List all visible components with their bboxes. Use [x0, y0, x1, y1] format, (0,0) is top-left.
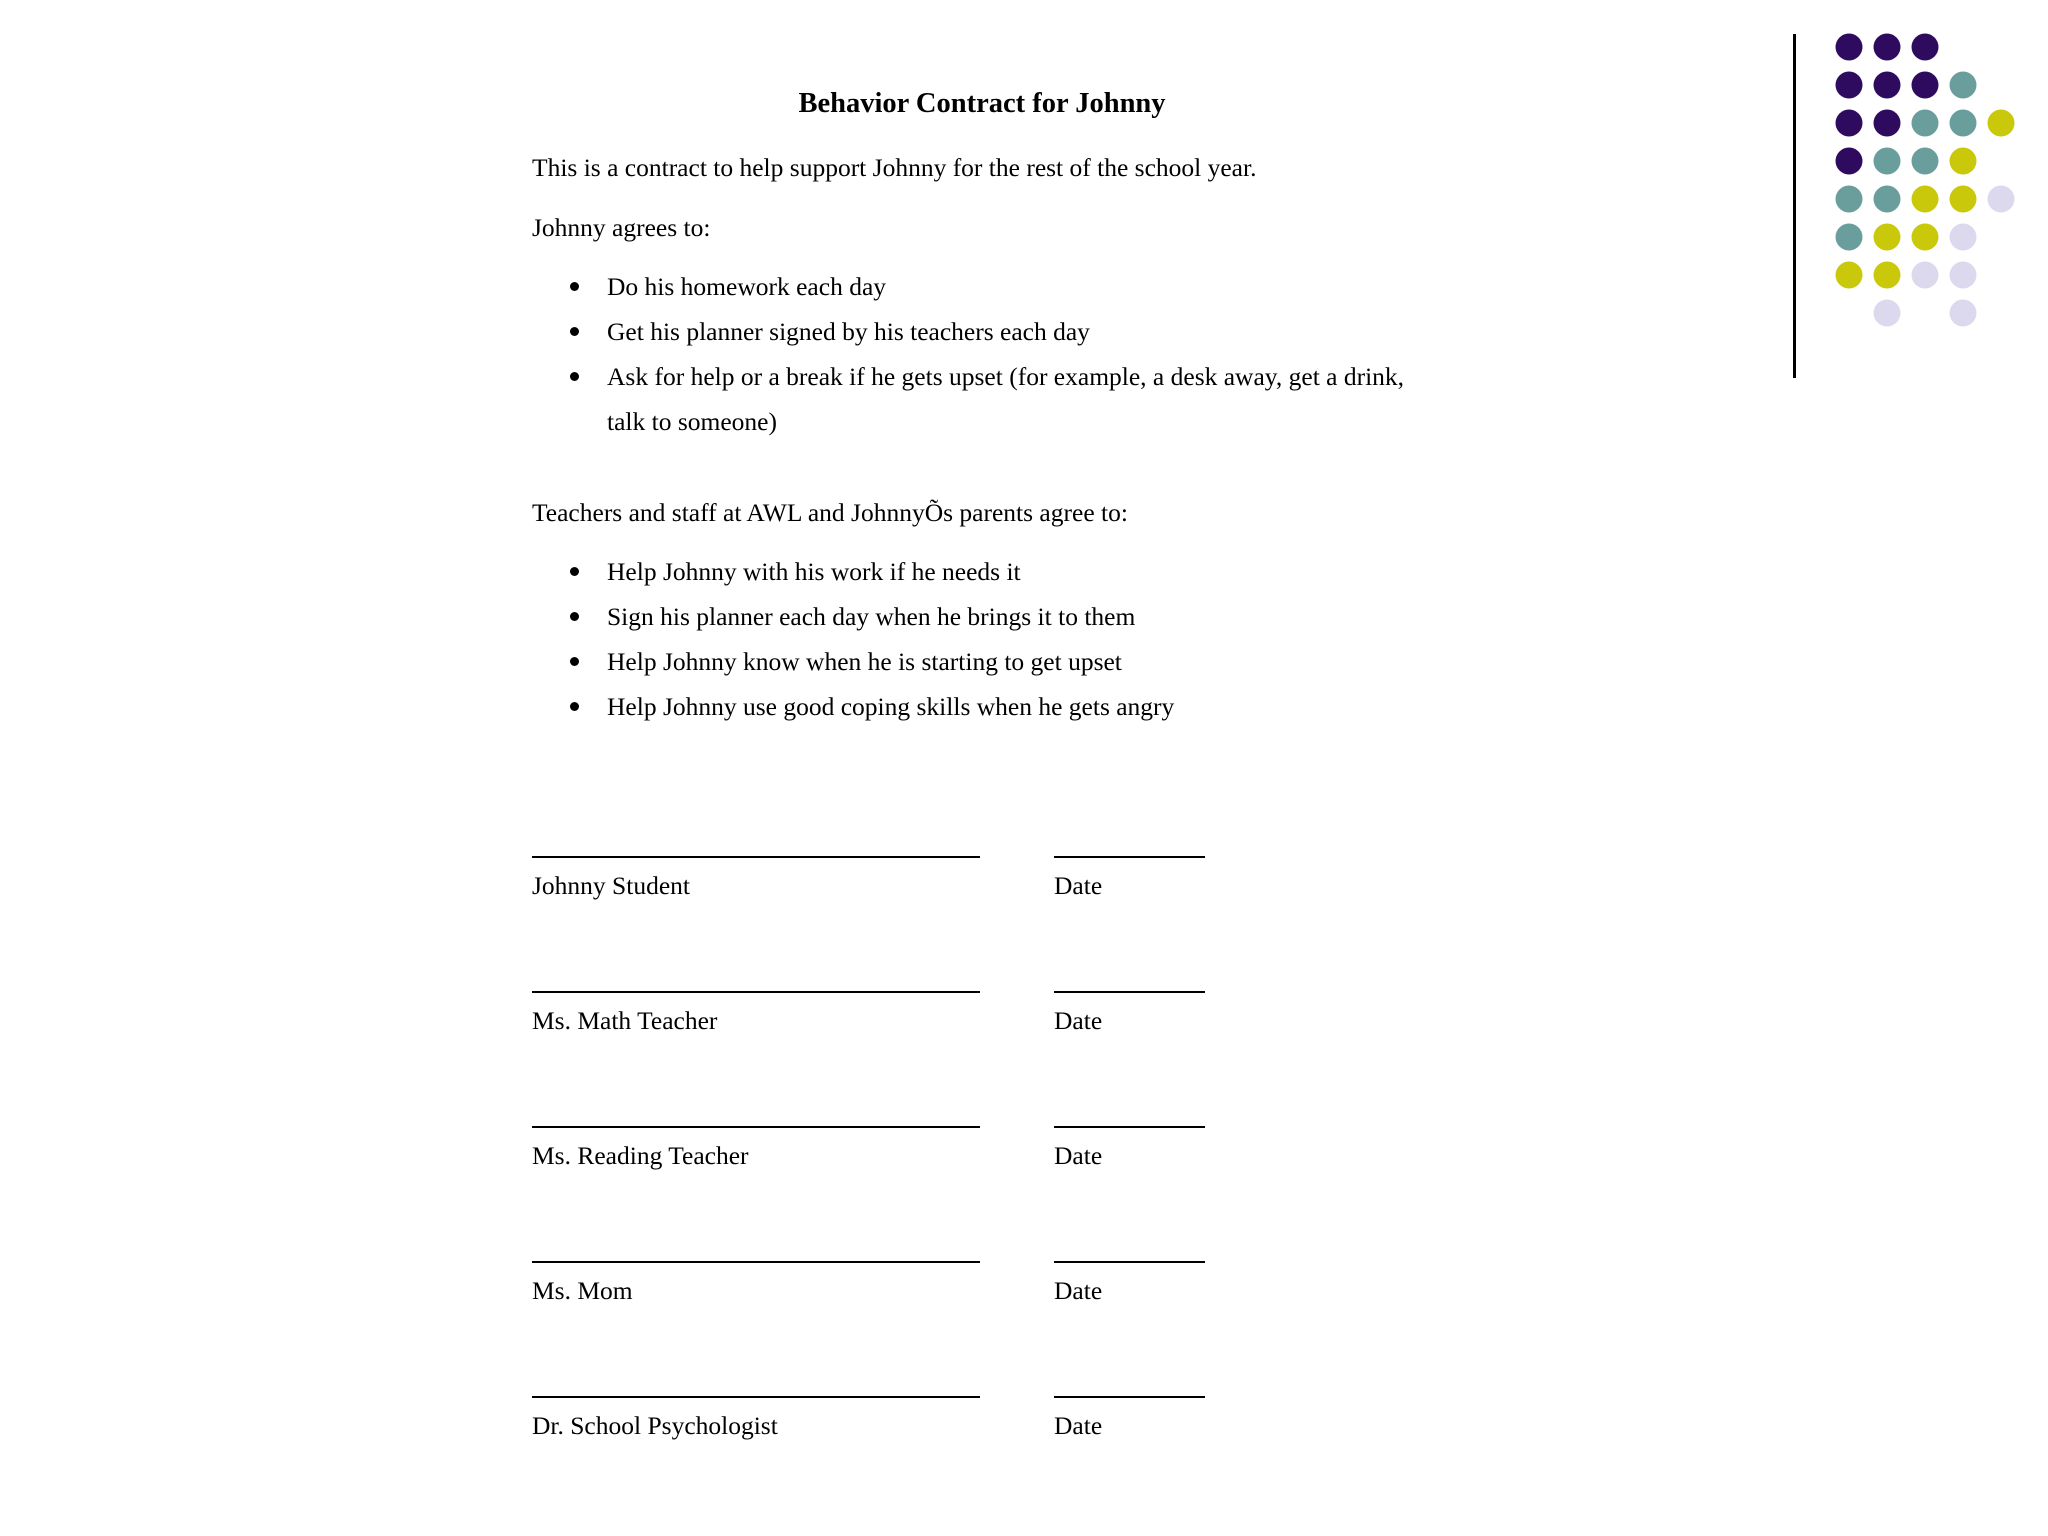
date-line[interactable] [1054, 1396, 1205, 1398]
date-label: Date [1054, 871, 1103, 900]
signer-name: Ms. Mom [532, 1276, 633, 1305]
list-item-text: Ask for help or a break if he gets upset (for example, a desk away, get a drink, [607, 362, 1405, 391]
decorative-dot [1912, 224, 1939, 251]
decorative-dot [1836, 262, 1863, 289]
date-label: Date [1054, 1141, 1103, 1170]
bullet-icon [570, 327, 579, 336]
decorative-dot [1836, 148, 1863, 175]
contract-intro: This is a contract to help support Johnny for the rest of the school year. [532, 153, 1257, 182]
date-line[interactable] [1054, 991, 1205, 993]
list-item [532, 594, 1467, 639]
decorative-dot [1874, 300, 1901, 327]
signature-block [532, 1396, 1432, 1466]
signature-block [532, 991, 1432, 1061]
bullet-icon [570, 702, 579, 711]
bullet-icon [570, 657, 579, 666]
decorative-dot [1836, 110, 1863, 137]
contract-title: Behavior Contract for Johnny [798, 88, 1166, 119]
decorative-dot [1988, 110, 2015, 137]
decorative-dot [1950, 262, 1977, 289]
date-line[interactable] [1054, 856, 1205, 858]
date-line[interactable] [1054, 1126, 1205, 1128]
bullet-icon [570, 282, 579, 291]
date-line[interactable] [1054, 1261, 1205, 1263]
student-agreement-heading: Johnny agrees to: [532, 213, 711, 242]
list-item [532, 264, 1467, 309]
decorative-dot [1950, 300, 1977, 327]
decorative-dot [1874, 186, 1901, 213]
list-item-text-continued: talk to someone) [607, 407, 777, 436]
decorative-dot [1874, 224, 1901, 251]
list-item-text: Sign his planner each day when he brings it to them [607, 602, 1136, 631]
signature-line[interactable] [532, 1126, 980, 1128]
decorative-dot [1950, 148, 1977, 175]
decorative-dot [1950, 224, 1977, 251]
decorative-dot [1874, 34, 1901, 61]
decorative-dot [1950, 110, 1977, 137]
signer-name: Johnny Student [532, 871, 690, 900]
decorative-dot [1836, 72, 1863, 99]
decorative-dot [1874, 72, 1901, 99]
list-item-text: Help Johnny use good coping skills when he gets angry [607, 692, 1175, 721]
signer-name: Dr. School Psychologist [532, 1411, 778, 1440]
signature-block [532, 856, 1432, 926]
decorative-dot [1912, 148, 1939, 175]
list-item-text: Help Johnny with his work if he needs it [607, 557, 1021, 586]
decorative-dot [1912, 34, 1939, 61]
signature-line[interactable] [532, 856, 980, 858]
signature-line[interactable] [532, 991, 980, 993]
list-item [532, 354, 1467, 444]
list-item [532, 549, 1467, 594]
signature-block [532, 1261, 1432, 1331]
decorative-dot [1912, 262, 1939, 289]
list-item [532, 639, 1467, 684]
bullet-icon [570, 612, 579, 621]
date-label: Date [1054, 1276, 1103, 1305]
signature-line[interactable] [532, 1396, 980, 1398]
decorative-dot [1912, 72, 1939, 99]
signature-block [532, 1126, 1432, 1196]
list-item [532, 309, 1467, 354]
list-item [532, 684, 1467, 729]
decorative-dot [1836, 34, 1863, 61]
signature-line[interactable] [532, 1261, 980, 1263]
decorative-dot [1874, 148, 1901, 175]
staff-agreement-heading: Teachers and staff at AWL and JohnnyÕs parents agree to: [532, 498, 1128, 527]
list-item-text: Get his planner signed by his teachers each day [607, 317, 1090, 346]
decorative-dot [1950, 72, 1977, 99]
decorative-dot [1912, 186, 1939, 213]
decorative-dot [1874, 262, 1901, 289]
decorative-dot [1836, 186, 1863, 213]
staff-agreement-list [532, 549, 1467, 729]
student-agreement-list [532, 264, 1467, 444]
signer-name: Ms. Reading Teacher [532, 1141, 749, 1170]
signer-name: Ms. Math Teacher [532, 1006, 718, 1035]
list-item-text: Help Johnny know when he is starting to get upset [607, 647, 1122, 676]
decorative-dot [1912, 110, 1939, 137]
date-label: Date [1054, 1006, 1103, 1035]
decorative-dot [1836, 224, 1863, 251]
decorative-dot [1950, 186, 1977, 213]
date-label: Date [1054, 1411, 1103, 1440]
decorative-dot [1988, 186, 2015, 213]
bullet-icon [570, 567, 579, 576]
decorative-dot [1874, 110, 1901, 137]
list-item-text: Do his homework each day [607, 272, 887, 301]
bullet-icon [570, 372, 579, 381]
